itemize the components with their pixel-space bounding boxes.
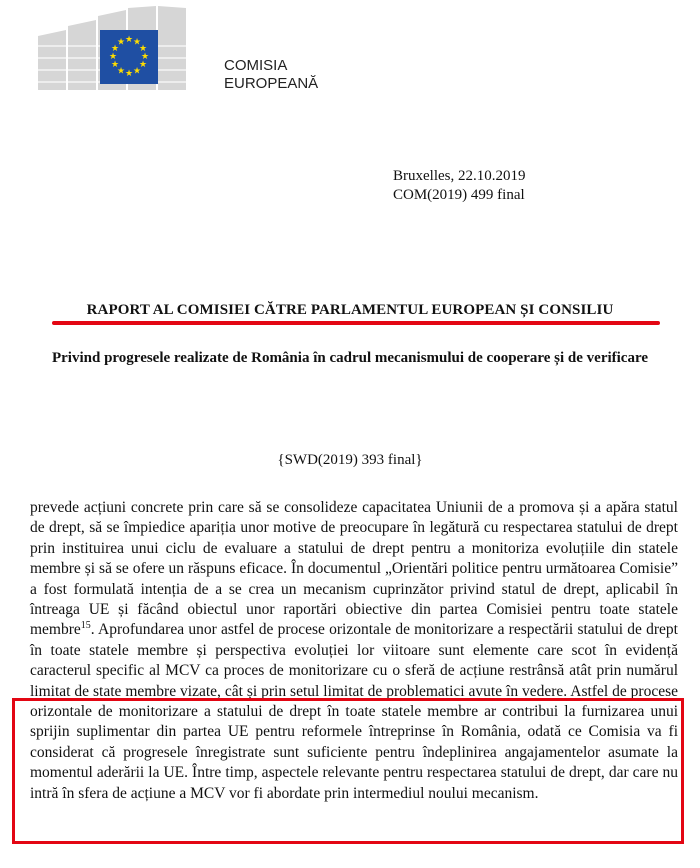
red-highlight-box	[12, 698, 684, 844]
svg-text:★: ★	[124, 35, 134, 45]
svg-text:★: ★	[108, 52, 118, 62]
document-meta	[393, 167, 526, 205]
svg-text:★: ★	[140, 52, 150, 62]
document-title: RAPORT AL COMISIEI CĂTRE PARLAMENTUL EUROPEAN ȘI CONSILIU	[86, 302, 614, 318]
organization-name	[224, 57, 318, 93]
svg-text:★: ★	[116, 66, 126, 77]
title-red-underline	[52, 321, 660, 325]
ec-logo	[38, 6, 208, 92]
eu-flag-icon	[100, 30, 158, 84]
org-name-line1: COMISIA	[224, 57, 288, 74]
org-name-line2: EUROPEANĂ	[224, 75, 319, 92]
svg-text:★: ★	[110, 44, 120, 54]
paragraph-part-2: . Aprofundarea unor astfel de procese orizontale de monitorizare a respectării statului de drept în toate statele membre și perspectiva evoluției lor viitoare sunt elemente care scot în evidență caracterul specific al MCV ca proces de monitorizare cu o sferă de acțiune restrânsă atât prin numărul limitat de state membre vizate, cât și prin setul limitat de problematici avute în vedere. Astfel de procese orizontale de monitorizare a statului de drept în toate statele membre ar contribui la furnizarea unui sprijin suplimentar din partea UE pentru reformele întreprinse în România, odată ce Comisia va fi considerat că progresele înregistrate sunt suficiente pentru îndeplinirea angajamentelor asumate la momentul aderării la UE. Între timp, aspectele relevante pentru respectarea statului de drept, dar care nu intră în sfera de acțiune a MCV vor fi abordate prin intermediul noului mecanism.	[30, 621, 678, 802]
document-subtitle: Privind progresele realizate de România în cadrul mecanismului de cooperare și de verificare	[51, 350, 649, 366]
svg-text:★: ★	[116, 37, 126, 48]
swd-reference: {SWD(2019) 393 final}	[277, 452, 423, 468]
svg-text:★: ★	[124, 69, 134, 79]
svg-text:★: ★	[138, 60, 148, 70]
svg-text:★: ★	[132, 37, 142, 48]
paragraph-part-1: prevede acțiuni concrete prin care să se consolideze capacitatea Uniunii de a promova și a apăra statul de drept, să se împiedice apariția unor motive de preocupare în legătură cu respectarea statului de drept prin instituirea unui ciclu de evaluare a statului de drept pentru a monitoriza evoluțiile din statele membre și să se ofere un răspuns eficace. În documentul „Orientări politice pentru următoarea Comisie” a fost formulată intenția de a se crea un mecanism cuprinzător privind statul de drept, aplicabil în întreaga UE și făcând obiectul unor raportări obiective din partea Comisiei pentru toate statele membre	[30, 499, 678, 639]
ec-logo-graphic	[38, 6, 208, 92]
svg-text:★: ★	[132, 66, 142, 77]
place-date: Bruxelles, 22.10.2019	[393, 168, 526, 184]
svg-text:★: ★	[110, 60, 120, 70]
footnote-reference: 15	[80, 620, 91, 632]
document-reference: COM(2019) 499 final	[393, 187, 525, 203]
svg-text:★: ★	[138, 44, 148, 54]
